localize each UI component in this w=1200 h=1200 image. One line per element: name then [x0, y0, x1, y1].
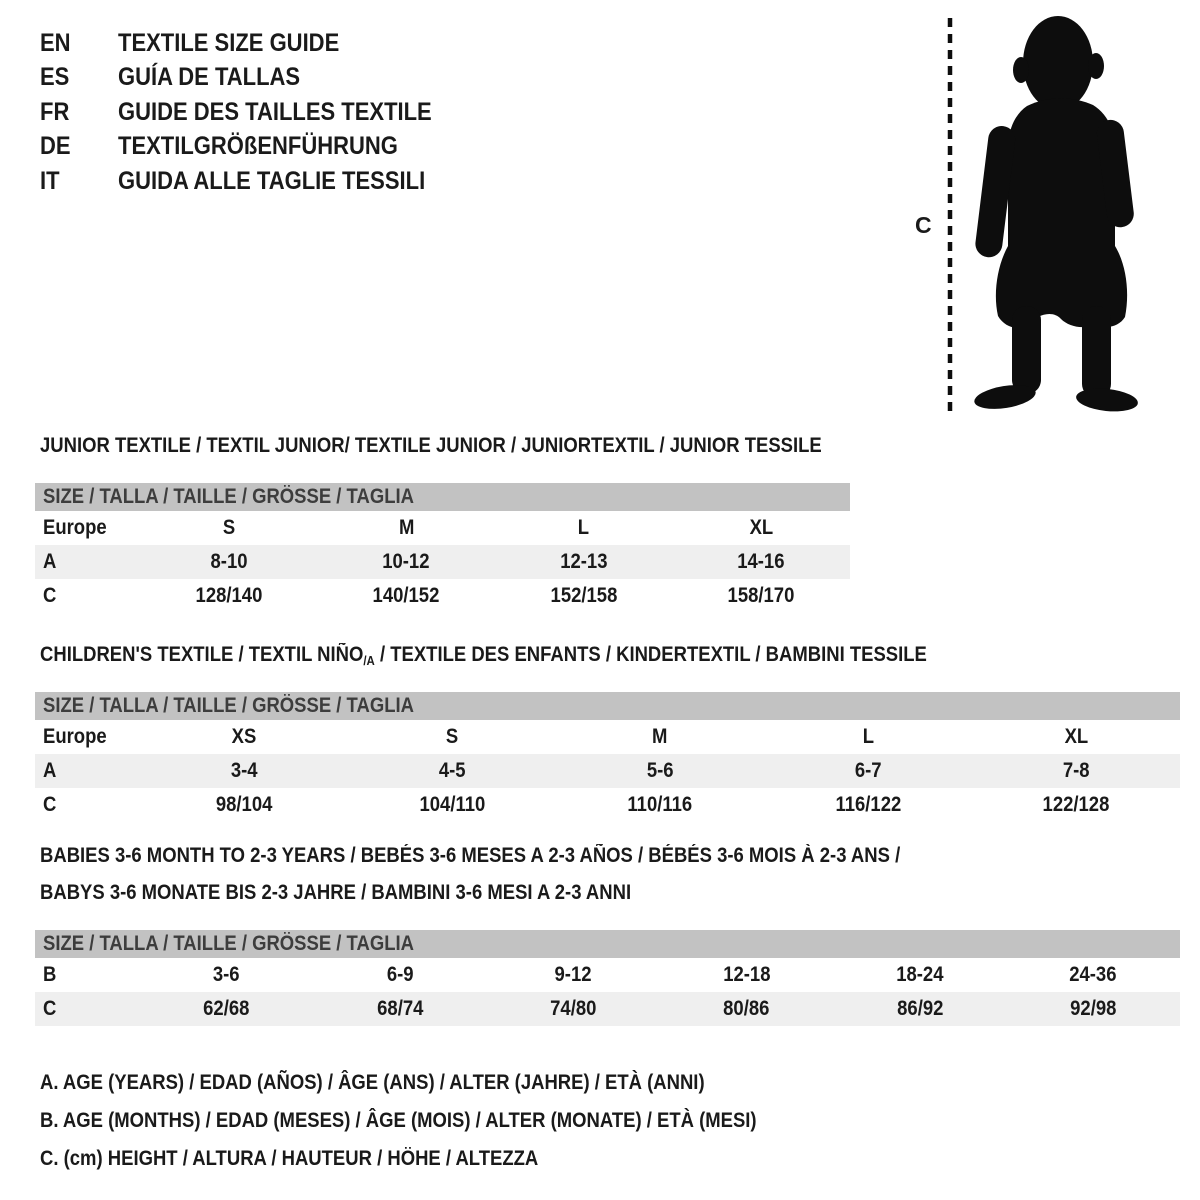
- row-label: C: [43, 997, 57, 1020]
- legend-line-c: C. (cm) HEIGHT / ALTURA / HAUTEUR / HÖHE / ALTEZZA: [40, 1147, 539, 1170]
- table-row: [35, 754, 1180, 788]
- size-cell: M: [652, 725, 668, 748]
- measurement-legend: [40, 1064, 854, 1178]
- size-cell: S: [445, 725, 459, 748]
- table-row: [35, 788, 1180, 822]
- size-cell: 12-13: [560, 550, 608, 573]
- size-cell: 128/140: [195, 584, 263, 607]
- table-row: [35, 545, 850, 579]
- size-cell: L: [578, 516, 590, 539]
- language-label: GUIDA ALLE TAGLIE TESSILI: [118, 166, 426, 195]
- size-cell: 5-6: [646, 759, 674, 782]
- size-cell: 80/86: [723, 997, 770, 1020]
- table-row: [35, 511, 850, 545]
- size-header-bar: SIZE / TALLA / TAILLE / GRÖSSE / TAGLIA: [35, 483, 850, 511]
- size-cell: 68/74: [376, 997, 424, 1020]
- language-code: DE: [40, 132, 71, 161]
- language-label: TEXTILGRÖßENFÜHRUNG: [118, 132, 398, 161]
- size-cell: 152/158: [550, 584, 618, 607]
- row-label: Europe: [43, 516, 107, 539]
- junior-section-title: JUNIOR TEXTILE / TEXTIL JUNIOR/ TEXTILE JUNIOR / JUNIORTEXTIL / JUNIOR TESSILE: [40, 434, 822, 457]
- row-label: Europe: [43, 725, 107, 748]
- size-cell: 74/80: [550, 997, 597, 1020]
- size-cell: 122/128: [1042, 793, 1110, 816]
- size-cell: L: [862, 725, 874, 748]
- size-cell: 10-12: [382, 550, 430, 573]
- size-cell: 92/98: [1070, 997, 1117, 1020]
- size-cell: M: [398, 516, 414, 539]
- size-cell: 104/110: [419, 793, 485, 816]
- baby-height-figure: [895, 8, 1145, 418]
- row-label: A: [43, 550, 57, 573]
- height-measure-label: C: [915, 212, 932, 238]
- language-label: TEXTILE SIZE GUIDE: [118, 28, 340, 57]
- language-code: IT: [40, 166, 60, 195]
- size-cell: 110/116: [627, 793, 693, 816]
- table-row: [35, 958, 1180, 992]
- size-cell: 116/122: [835, 793, 901, 816]
- size-cell: S: [222, 516, 235, 539]
- size-header-bar: SIZE / TALLA / TAILLE / GRÖSSE / TAGLIA: [35, 930, 1180, 958]
- row-label: A: [43, 759, 57, 782]
- legend-line-b: B. AGE (MONTHS) / EDAD (MESES) / ÂGE (MOIS) / ALTER (MONATE) / ETÀ (MESI): [40, 1109, 757, 1132]
- row-label: C: [43, 584, 57, 607]
- language-guide-list: [40, 26, 475, 199]
- babies-section-title: BABIES 3-6 MONTH TO 2-3 YEARS / BEBÉS 3-6 MESES A 2-3 AÑOS / BÉBÉS 3-6 MOIS À 2-3 ANS / BABYS 3-6 MONATE BIS 2-3 JAHRE / BAMBINI 3-6 MESI A 2-3 ANNI: [40, 844, 901, 904]
- size-cell: 6-9: [386, 963, 414, 986]
- size-cell: 3-4: [230, 759, 258, 782]
- size-cell: 8-10: [210, 550, 248, 573]
- size-cell: 62/68: [203, 997, 250, 1020]
- language-code: ES: [40, 63, 70, 92]
- language-code: EN: [40, 28, 71, 57]
- title-subscript: /A: [363, 653, 375, 668]
- babies-table: [35, 930, 1180, 1026]
- size-cell: 24-36: [1069, 963, 1117, 986]
- language-row-en: [40, 26, 475, 61]
- junior-table: [35, 483, 850, 613]
- baby-silhouette: [973, 16, 1139, 414]
- children-table: [35, 692, 1180, 822]
- language-row-it: [40, 164, 475, 199]
- size-cell: 6-7: [854, 759, 882, 782]
- size-cell: 12-18: [723, 963, 771, 986]
- row-label: B: [43, 963, 57, 986]
- size-cell: 140/152: [372, 584, 440, 607]
- language-label: GUÍA DE TALLAS: [118, 63, 301, 92]
- size-cell: XS: [231, 725, 257, 748]
- size-cell: 14-16: [737, 550, 785, 573]
- language-row-de: [40, 130, 475, 165]
- row-label: C: [43, 793, 57, 816]
- size-cell: 7-8: [1062, 759, 1090, 782]
- language-row-fr: [40, 95, 475, 130]
- size-cell: XL: [1064, 725, 1088, 748]
- size-cell: 3-6: [213, 963, 241, 986]
- size-cell: 158/170: [727, 584, 795, 607]
- size-cell: 98/104: [215, 793, 273, 816]
- size-cell: 86/92: [896, 997, 944, 1020]
- table-row: [35, 579, 850, 613]
- children-section-title: CHILDREN'S TEXTILE / TEXTIL $NIÑO_{/A}$ / TEXTILE DES ENFANTS / KINDERTEXTIL / BAMBINI TESSILE: [40, 643, 927, 668]
- size-cell: XL: [749, 516, 774, 539]
- language-code: FR: [40, 97, 70, 126]
- table-row: [35, 992, 1180, 1026]
- size-header-bar: SIZE / TALLA / TAILLE / GRÖSSE / TAGLIA: [35, 692, 1180, 720]
- size-cell: 4-5: [438, 759, 466, 782]
- table-row: [35, 720, 1180, 754]
- size-cell: 9-12: [554, 963, 592, 986]
- language-label: GUIDE DES TAILLES TEXTILE: [118, 97, 432, 126]
- size-cell: 18-24: [896, 963, 944, 986]
- language-row-es: [40, 61, 475, 96]
- legend-line-a: A. AGE (YEARS) / EDAD (AÑOS) / ÂGE (ANS) / ALTER (JAHRE) / ETÀ (ANNI): [40, 1071, 705, 1094]
